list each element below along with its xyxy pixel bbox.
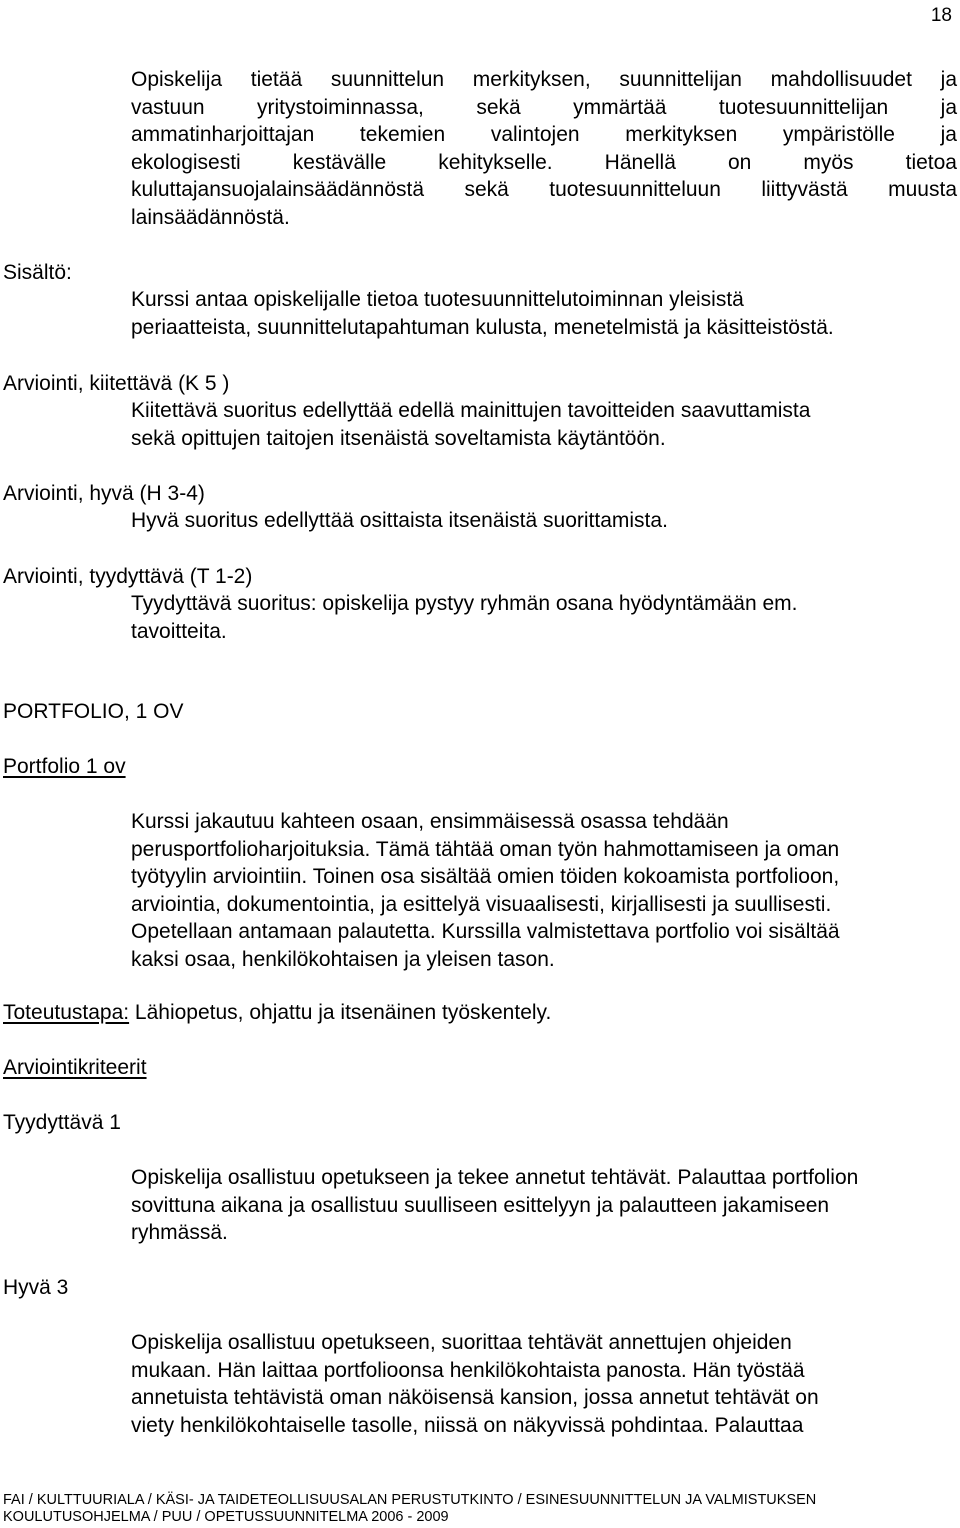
grade-heading-hyva: Arviointi, hyvä (H 3-4) <box>3 482 205 505</box>
intro-line: ekologisesti kestävälle kehitykselle. Hänellä on myös tietoa <box>131 150 957 174</box>
toteutustapa-label: Toteutustapa: <box>3 1001 130 1024</box>
sisalto-line: periaatteista, suunnittelutapahtuman kulusta, menetelmistä ja käsitteistöstä. <box>131 315 834 339</box>
section-title: PORTFOLIO, 1 OV <box>3 700 184 723</box>
criteria-line: mukaan. Hän laittaa portfolioonsa henkilökohtaista panosta. Hän työstää <box>131 1358 805 1382</box>
page-number: 18 <box>930 5 952 26</box>
grade-line: Kiitettävä suoritus edellyttää edellä mainittujen tavoitteiden saavuttamista <box>131 399 811 422</box>
description-line: Opetellaan antamaan palautetta. Kurssilla valmistettava portfolio voi sisältää <box>131 920 840 943</box>
criteria-label-tyydyttava: Tyydyttävä 1 <box>3 1111 121 1134</box>
toteutustapa <box>3 999 551 1027</box>
criteria-heading: Arviointikriteerit <box>3 1056 147 1079</box>
criteria-line: Opiskelija osallistuu opetukseen ja tekee annetut tehtävät. Palauttaa portfolion <box>131 1166 859 1189</box>
footer-line: KOULUTUSOHJELMA / PUU / OPETUSSUUNNITELMA 2006 - 2009 <box>3 1509 449 1525</box>
intro-line: Opiskelija tietää suunnittelun merkityksen, suunnittelijan mahdollisuudet ja <box>131 68 957 91</box>
course-description <box>131 808 957 973</box>
intro-line: lainsäädännöstä. <box>131 205 290 229</box>
grade-heading-kiitettava: Arviointi, kiitettävä (K 5 ) <box>3 372 230 395</box>
grade-heading-tyydyttava: Arviointi, tyydyttävä (T 1-2) <box>3 565 253 588</box>
course-title: Portfolio 1 ov <box>3 755 126 778</box>
footer-line: FAI / KULTTUURIALA / KÄSI- JA TAIDETEOLLISUUSALAN PERUSTUTKINTO / ESINESUUNNITTELUN JA VALMISTUKSEN <box>3 1492 817 1508</box>
sisalto-line: Kurssi antaa opiskelijalle tietoa tuotesuunnittelutoiminnan yleisistä <box>131 288 744 311</box>
toteutustapa-text: Lähiopetus, ohjattu ja itsenäinen työskentely. <box>129 1001 552 1024</box>
intro-line: ammatinharjoittajan tekemien valintojen merkityksen ympäristölle ja <box>131 123 957 146</box>
grade-text-kiitettava <box>131 397 957 452</box>
intro-line: kuluttajansuojalainsäädännöstä sekä tuotesuunnitteluun liittyvästä muusta <box>131 178 957 201</box>
criteria-text-tyydyttava <box>131 1164 957 1247</box>
grade-line: sekä opittujen taitojen itsenäistä soveltamista käytäntöön. <box>131 426 666 450</box>
intro-paragraph <box>131 66 957 231</box>
criteria-line: ryhmässä. <box>131 1221 228 1244</box>
grade-text-tyydyttava <box>131 590 957 645</box>
sisalto-text <box>131 286 957 341</box>
criteria-text-hyva <box>131 1329 957 1439</box>
criteria-line: annetuista tehtävistä oman näköisensä kansion, jossa annetut tehtävät on <box>131 1386 819 1409</box>
description-line: Kurssi jakautuu kahteen osaan, ensimmäisessä osassa tehdään <box>131 810 729 833</box>
criteria-line: Opiskelija osallistuu opetukseen, suorittaa tehtävät annettujen ohjeiden <box>131 1331 792 1354</box>
criteria-line: sovittuna aikana ja osallistuu suulliseen esittelyyn ja palautteen jakamiseen <box>131 1193 830 1217</box>
criteria-line: viety henkilökohtaiselle tasolle, niissä on näkyvissä pohdintaa. Palauttaa <box>131 1413 804 1437</box>
description-line: kaksi osaa, henkilökohtaisen ja yleisen tason. <box>131 947 555 971</box>
grade-line: tavoitteita. <box>131 619 227 643</box>
grade-line: Hyvä suoritus edellyttää osittaista itsenäistä suorittamista. <box>131 509 668 532</box>
description-line: perusportfolioharjoituksia. Tämä tähtää oman työn hahmottamiseen ja oman <box>131 837 840 861</box>
grade-text-hyva <box>131 507 957 535</box>
description-line: arviointia, dokumentointia, ja esittelyä visuaalisesti, kirjallisesti ja suullisesti. <box>131 892 832 916</box>
grade-line: Tyydyttävä suoritus: opiskelija pystyy ryhmän osana hyödyntämään em. <box>131 592 798 615</box>
intro-line: vastuun yritystoiminnassa, sekä ymmärtää tuotesuunnittelijan ja <box>131 95 957 119</box>
sisalto-label: Sisältö: <box>3 261 72 284</box>
criteria-label-hyva: Hyvä 3 <box>3 1276 69 1299</box>
description-line: työtyylin arviointiin. Toinen osa sisältää omien töiden kokoamista portfolioon, <box>131 865 840 888</box>
page-footer <box>3 1492 816 1526</box>
